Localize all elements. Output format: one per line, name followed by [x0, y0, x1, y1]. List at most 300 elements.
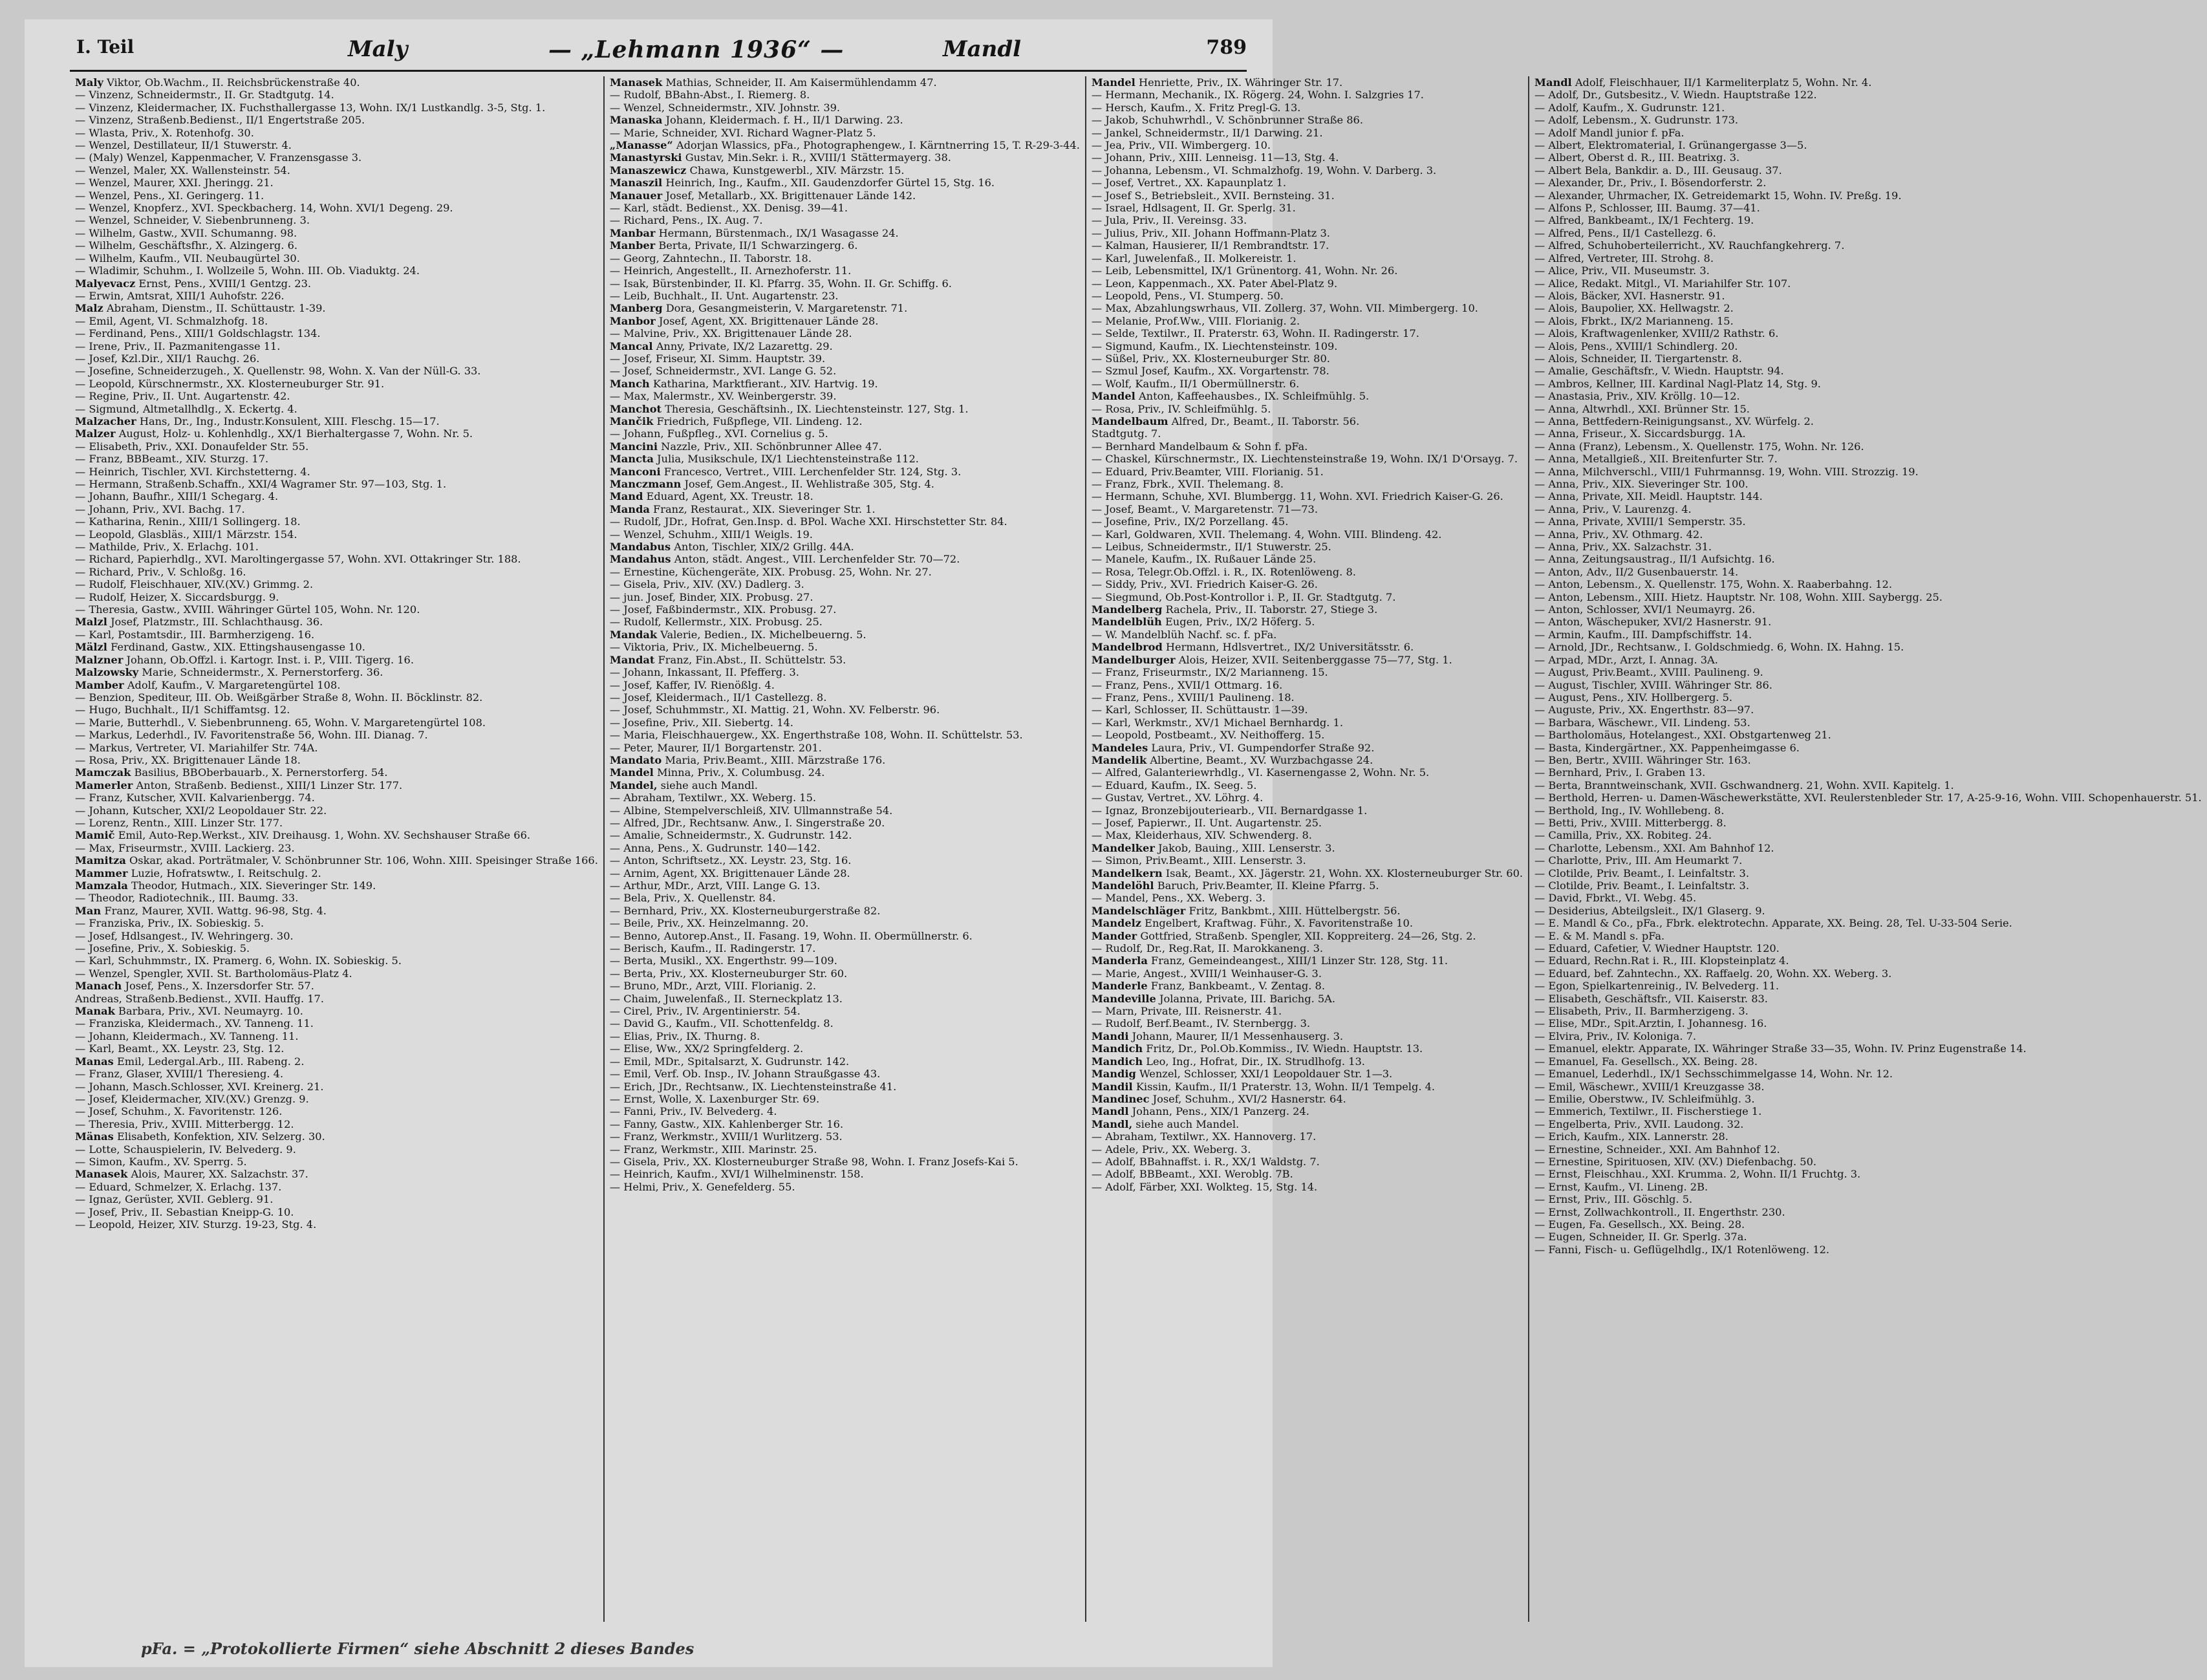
listing-entry [75, 1055, 598, 1068]
listing-entry [1092, 515, 1523, 528]
entry-details: — Bernhard, Priv., XX. Klosterneuburgerstraße 82. [609, 904, 881, 917]
entry-details: — Richard, Pens., IX. Aug. 7. [609, 214, 763, 227]
entry-details: — Anton, Lebensm., X. Quellenstr. 175, Wohn. X. Raaberbahng. 12. [1534, 578, 1892, 591]
entry-surname: Mander [1091, 929, 1137, 942]
listing-entry [610, 403, 1080, 415]
listing-entry [1534, 1130, 2202, 1143]
entry-details: Henriette, Priv., IX. Währinger Str. 17. [1138, 76, 1343, 89]
entry-details: — Eduard, Cafetier, V. Wiedner Hauptstr. 120. [1534, 942, 1780, 955]
entry-surname: Mandl, [1091, 1117, 1133, 1130]
entry-details: Leo, Ing., Hofrat, Dir., IX. Strudlhofg. 13. [1146, 1055, 1365, 1068]
listing-entry [75, 679, 598, 691]
entry-details: — Rudolf, BBahn-Abst., I. Riemerg. 8. [609, 89, 810, 102]
listing-entry [1092, 1030, 1523, 1042]
entry-details: — Lorenz, Rentn., XIII. Linzer Str. 177. [75, 816, 283, 829]
entry-details: — Mandel, Pens., XX. Weberg. 3. [1091, 892, 1266, 905]
listing-entry [610, 277, 1080, 290]
entry-details: — Alfred, Pens., II/1 Castellezg. 6. [1534, 226, 1716, 239]
listing-entry [1092, 842, 1523, 854]
entry-details: Josef, Agent, XX. Brigittenauer Lände 28. [658, 314, 879, 327]
entry-details: Kissin, Kaufm., II/1 Praterstr. 13, Wohn. II/1 Tempelg. 4. [1136, 1080, 1436, 1093]
listing-entry [1534, 1193, 2202, 1205]
listing-entry [1534, 315, 2202, 327]
entry-details: — Elisabeth, Geschäftsfr., VII. Kaiserstr. 83. [1534, 992, 1768, 1005]
listing-entry [610, 779, 1080, 792]
entry-details: — August, Priv.Beamt., XVIII. Paulineng. 9. [1534, 666, 1763, 679]
entry-details: — Karl, Postamtsdir., III. Barmherzigeng. 16. [75, 628, 315, 641]
listing-entry [1534, 227, 2202, 239]
listing-entry [75, 566, 598, 578]
listing-entry [1092, 478, 1523, 490]
listing-entry [75, 942, 598, 954]
entry-details: — Josef, Vertret., XX. Kapaunplatz 1. [1091, 177, 1287, 189]
entry-details: Theresia, Geschäftsinh., IX. Liechtensteinstr. 127, Stg. 1. [665, 402, 969, 415]
entry-details: — Berta, Branntweinschank, XVII. Gschwandnerg. 21, Wohn. XVII. Kapitelg. 1. [1534, 779, 1954, 792]
listing-entry [610, 440, 1080, 453]
entry-details: — Siddy, Priv., XVI. Friedrich Kaiser-G. 26. [1091, 578, 1318, 591]
listing-entry [1534, 114, 2202, 126]
listing-entry [610, 867, 1080, 879]
listing-entry [1534, 189, 2202, 202]
entry-details: — Gisela, Priv., XIV. (XV.) Dadlerg. 3. [609, 578, 804, 591]
entry-details: — Anton, Lebensm., XIII. Hietz. Hauptstr. Nr. 108, Wohn. XIII. Saybergg. 25. [1534, 590, 1943, 603]
listing-entry [1534, 202, 2202, 214]
entry-details: — Wolf, Kaufm., II/1 Obermüllnerstr. 6. [1091, 377, 1300, 390]
entry-details: — Hugo, Buchhalt., II/1 Schiffamtsg. 12. [75, 704, 290, 716]
entry-details: — Ferdinand, Pens., XIII/1 Goldschlagstr. 134. [75, 327, 321, 340]
listing-entry [75, 1005, 598, 1017]
listing-entry [1092, 415, 1523, 427]
entry-details: — Josef, Priv., II. Sebastian Kneipp-G. 10. [75, 1205, 294, 1218]
entry-details: — Vinzenz, Straßenb.Bedienst., II/1 Engertstraße 205. [75, 114, 365, 127]
entry-details: — Franz, Kutscher, XVII. Kalvarienbergg. 74. [75, 792, 315, 804]
entry-surname: Manbor [609, 314, 656, 327]
entry-details: — Leib, Buchhalt., II. Unt. Augartenstr. 23. [609, 289, 839, 302]
listing-entry [1534, 139, 2202, 151]
listing-entry [610, 127, 1080, 139]
entry-details: Jolanna, Private, III. Barichg. 5A. [1159, 992, 1336, 1005]
listing-entry [75, 139, 598, 151]
listing-entry [610, 302, 1080, 314]
listing-entry [1092, 578, 1523, 590]
listing-entry [75, 766, 598, 779]
listing-entry [1534, 716, 2202, 729]
entry-details: — Karl, Goldwaren, XVII. Thelemang. 4, Wohn. VIII. Blindeng. 42. [1091, 528, 1442, 541]
first-name-guide: Maly [348, 36, 408, 62]
listing-entry [610, 742, 1080, 754]
listing-entry [1092, 503, 1523, 515]
listing-entry [1092, 616, 1523, 628]
entry-details: — Josef, Papierwr., II. Unt. Augartenstr. 25. [1091, 816, 1322, 829]
entry-surname: Malzowsky [75, 666, 139, 679]
entry-details: Elisabeth, Konfektion, XIV. Selzerg. 30. [116, 1130, 325, 1143]
listing-entry [1534, 1168, 2202, 1180]
listing-entry [1534, 603, 2202, 616]
entry-details: — Adolf, Färber, XXI. Wolkteg. 15, Stg. 14. [1091, 1180, 1318, 1193]
entry-details: Francesco, Vertret., VIII. Lerchenfelder Str. 124, Stg. 3. [663, 465, 962, 478]
listing-entry [75, 591, 598, 603]
listing-entry [1092, 591, 1523, 603]
listing-entry [610, 917, 1080, 929]
listing-entry [1534, 390, 2202, 402]
listing-entry [1534, 1068, 2202, 1080]
listing-entry [610, 616, 1080, 628]
entry-details: — Berta, Priv., XX. Klosterneuburger Str. 60. [609, 967, 848, 980]
entry-details: Berta, Private, II/1 Schwarzingerg. 6. [658, 239, 858, 252]
listing-entry [1534, 905, 2202, 917]
listing-entry [1534, 1218, 2202, 1231]
entry-details: — Wenzel, Spengler, XVII. St. Bartholomäus-Platz 4. [75, 967, 352, 980]
entry-details: — Karl, Juwelenfaß., II. Molkereistr. 1. [1091, 252, 1297, 264]
entry-details: — Chaim, Juwelenfaß., II. Sterneckplatz 13. [609, 992, 843, 1005]
entry-details: — Auguste, Priv., XX. Engerthstr. 83—97. [1534, 704, 1754, 716]
entry-details: — Arnold, JDr., Rechtsanw., I. Goldschmiedg. 6, Wohn. IX. Hahng. 15. [1534, 641, 1904, 654]
listing-entry [1092, 1181, 1523, 1193]
last-name-guide: Mandl [943, 36, 1022, 62]
entry-details: — Markus, Lederhdl., IV. Favoritenstraße 56, Wohn. III. Dianag. 7. [75, 729, 428, 742]
entry-details: — Hermann, Straßenb.Schaffn., XXI/4 Wagramer Str. 97—103, Stg. 1. [75, 478, 447, 490]
entry-details: — W. Mandelblüh Nachf. sc. f. pFa. [1091, 628, 1277, 641]
listing-entry [610, 980, 1080, 992]
entry-details: — Adolf, Lebensm., X. Gudrunstr. 173. [1534, 114, 1739, 127]
listing-entry [1534, 1231, 2202, 1243]
entry-surname: Manconi [609, 465, 661, 478]
listing-entry [1092, 1093, 1523, 1105]
listing-entry [1092, 89, 1523, 101]
entry-details: — Elisabeth, Priv., II. Barmherzigeng. 3. [1534, 1005, 1749, 1018]
listing-entry [610, 315, 1080, 327]
listing-entry [610, 804, 1080, 817]
entry-details: — Karl, Beamt., XX. Leystr. 23, Stg. 12. [75, 1042, 285, 1055]
entry-details: — Anna, Priv., XV. Othmarg. 42. [1534, 528, 1703, 541]
listing-entry [1534, 930, 2202, 942]
entry-details: — Selde, Textilwr., II. Praterstr. 63, Wohn. II. Radingerstr. 17. [1091, 327, 1419, 340]
entry-details: — Wenzel, Destillateur, II/1 Stuwerstr. 4. [75, 139, 292, 152]
entry-details: — Johann, Kutscher, XXI/2 Leopoldauer Str. 22. [75, 804, 327, 817]
entry-details: Adolf, Fleischhauer, II/1 Karmeliterplatz 5, Wohn. Nr. 4. [1575, 76, 1872, 89]
listing-entry [1534, 466, 2202, 478]
listing-entry [610, 478, 1080, 490]
listing-entry [75, 541, 598, 553]
listing-entry [1534, 327, 2202, 339]
entry-details: Friedrich, Fußpflege, VII. Lindeng. 12. [656, 415, 863, 427]
listing-entry [1092, 177, 1523, 189]
listing-entry [1534, 1143, 2202, 1156]
listing-entry [75, 415, 598, 427]
entry-details: — Camilla, Priv., XX. Robiteg. 24. [1534, 829, 1712, 842]
listing-entry [1092, 1130, 1523, 1143]
listing-entry [1092, 879, 1523, 892]
entry-surname: Mandat [609, 653, 655, 666]
listing-entry [75, 478, 598, 490]
entry-details: — Barbara, Wäschewr., VII. Lindeng. 53. [1534, 716, 1750, 729]
entry-details: — Alice, Priv., VII. Museumstr. 3. [1534, 264, 1710, 277]
entry-details: — Eduard, Rechn.Rat i. R., III. Klopsteinplatz 4. [1534, 954, 1789, 967]
listing-entry [75, 1068, 598, 1080]
entry-details: — Richard, Priv., V. Schloßg. 16. [75, 565, 246, 578]
entry-details: — Rosa, Priv., XX. Brigittenauer Lände 18. [75, 753, 301, 766]
entry-surname: Maly [75, 76, 103, 89]
listing-entry [1534, 993, 2202, 1005]
entry-details: — Adolf Mandl junior f. pFa. [1534, 126, 1685, 139]
listing-entry [1092, 1017, 1523, 1029]
entry-details: — Theodor, Radiotechnik., III. Baumg. 33. [75, 892, 299, 905]
entry-details: — Gisela, Priv., XX. Klosterneuburger Straße 98, Wohn. I. Franz Josefs-Kai 5. [609, 1155, 1018, 1168]
listing-entry [1534, 1118, 2202, 1130]
listing-entry [75, 967, 598, 980]
entry-details: — Marie, Schneider, XVI. Richard Wagner-Platz 5. [609, 126, 876, 139]
listing-entry [610, 340, 1080, 352]
entry-details: — August, Pens., XIV. Hollbergerg. 5. [1534, 691, 1733, 704]
entry-details: — Erwin, Amtsrat, XIII/1 Auhofstr. 226. [75, 289, 285, 302]
entry-details: — Anna, Zeitungsaustrag., II/1 Aufsichtg. 16. [1534, 553, 1775, 566]
entry-details: — Leon, Kappenmach., XX. Pater Abel-Platz 9. [1091, 277, 1338, 290]
listing-entry [75, 102, 598, 114]
listing-entry [1534, 1181, 2202, 1193]
entry-details: Franz, Gemeindeangest., XIII/1 Linzer Str. 128, Stg. 11. [1150, 954, 1448, 967]
listing-entry [1534, 76, 2202, 89]
entry-details: Eugen, Priv., IX/2 Höferg. 5. [1165, 616, 1315, 629]
entry-details: — Josef, Schuhm., X. Favoritenstr. 126. [75, 1105, 283, 1118]
listing-entry [1092, 804, 1523, 817]
entry-surname: Mandahus [609, 553, 671, 566]
listing-entry [1534, 177, 2202, 189]
listing-entry [1092, 553, 1523, 565]
entry-details: — Anna, Milchverschl., VIII/1 Fuhrmannsg. 19, Wohn. VIII. Strozzig. 19. [1534, 465, 1919, 478]
entry-details: — Heinrich, Kaufm., XVI/1 Wilhelminenstr. 158. [609, 1168, 864, 1181]
entry-details: Basilius, BBOberbauarb., X. Pernerstorferg. 54. [134, 766, 388, 779]
listing-entry [1092, 766, 1523, 779]
listing-entry [610, 854, 1080, 867]
listing-entry [1534, 754, 2202, 766]
entry-surname: Mandel, [609, 779, 658, 792]
entry-details: Laura, Priv., VI. Gumpendorfer Straße 92. [1151, 741, 1375, 754]
entry-details: — Anastasia, Priv., XIV. Kröllg. 10—12. [1534, 390, 1740, 403]
listing-entry [75, 867, 598, 879]
listing-entry [1092, 566, 1523, 578]
entry-details: Isak, Beamt., XX. Jägerstr. 21, Wohn. XX. Klosterneuburger Str. 60. [1165, 867, 1523, 879]
entry-surname: Manaszewicz [609, 164, 687, 177]
entry-details: — Adolf, Dr., Gutsbesitz., V. Wiedn. Hauptstraße 122. [1534, 89, 1817, 102]
entry-details: Josef, Gem.Angest., II. Wehlistraße 305, Stg. 4. [684, 478, 934, 490]
entry-details: — Wenzel, Pens., XI. Geringerg. 11. [75, 189, 264, 202]
listing-entry [610, 1093, 1080, 1105]
entry-details: — Irene, Priv., II. Pazmanitengasse 11. [75, 339, 281, 352]
listing-entry [75, 629, 598, 641]
entry-details: Alois, Heizer, XVII. Seitenberggasse 75—77, Stg. 1. [1178, 653, 1452, 666]
listing-columns [70, 76, 2202, 1622]
entry-details: — Alois, Pens., XVIII/1 Schindlerg. 20. [1534, 339, 1738, 352]
listing-entry [1092, 1055, 1523, 1068]
entry-details: — Elise, Ww., XX/2 Springfelderg. 2. [609, 1042, 804, 1055]
entry-surname: Mamber [75, 678, 124, 691]
listing-entry [1534, 616, 2202, 628]
entry-details: Emil, Ledergal.Arb., III. Rabeng. 2. [116, 1055, 305, 1068]
listing-entry [75, 917, 598, 929]
entry-details: Wenzel, Schlosser, XXI/1 Leopoldauer Str. 1—3. [1139, 1068, 1393, 1081]
entry-details: — Johann, Priv., XVI. Bachg. 17. [75, 502, 245, 515]
listing-entry [610, 490, 1080, 502]
entry-surname: Mancini [609, 440, 658, 453]
listing-entry [1534, 666, 2202, 678]
entry-surname: Malyevacz [75, 277, 136, 290]
entry-details: — Karl, Werkmstr., XV/1 Michael Bernhardg. 1. [1091, 716, 1343, 729]
entry-details: Hermann, Hdlsvertret., IX/2 Universitätsstr. 6. [1165, 641, 1414, 654]
listing-entry [610, 427, 1080, 440]
listing-entry [610, 390, 1080, 402]
entry-details: — Anna, Bettfedern-Reinigungsanst., XV. Würfelg. 2. [1534, 415, 1814, 427]
listing-entry [610, 879, 1080, 892]
listing-entry [75, 315, 598, 327]
entry-details: — Rudolf, Fleischhauer, XIV.(XV.) Grimmg. 2. [75, 578, 314, 591]
listing-entry [610, 603, 1080, 616]
entry-details: — Anna, Priv., XX. Salzachstr. 31. [1534, 541, 1712, 554]
entry-details: — Alois, Bäcker, XVI. Hasnerstr. 91. [1534, 289, 1725, 302]
entry-surname: Mandel [1091, 390, 1136, 403]
entry-surname: Manczmann [609, 478, 682, 490]
listing-entry [610, 177, 1080, 189]
listing-entry [75, 1143, 598, 1156]
listing-entry [75, 817, 598, 829]
entry-details: Dora, Gesangmeisterin, V. Margaretenstr. 71. [665, 302, 908, 315]
entry-details: — Ernst, Priv., III. Göschlg. 5. [1534, 1193, 1693, 1206]
entry-surname: Mančik [609, 415, 654, 427]
entry-details: — Simon, Priv.Beamt., XIII. Lenserstr. 3. [1091, 854, 1306, 867]
listing-entry [1534, 365, 2202, 377]
listing-entry [75, 239, 598, 252]
entry-details: — Manele, Kaufm., IX. Rußauer Lände 25. [1091, 553, 1317, 566]
entry-surname: Mandelz [1091, 917, 1141, 930]
entry-details: — Berisch, Kaufm., II. Radingerstr. 17. [609, 942, 816, 955]
entry-surname: Mammer [75, 867, 128, 879]
entry-surname: Manasek [609, 76, 663, 89]
entry-details: — Simon, Kaufm., XV. Sperrg. 5. [75, 1155, 247, 1168]
entry-details: — Abraham, Textilwr., XX. Weberg. 15. [609, 792, 817, 804]
listing-entry [1534, 264, 2202, 277]
listing-entry [1534, 151, 2202, 164]
listing-entry [1534, 1093, 2202, 1105]
entry-details: Albertine, Beamt., XV. Wurzbachgasse 24. [1150, 753, 1373, 766]
entry-details: — Wenzel, Schneidermstr., XIV. Johnstr. 39. [609, 101, 841, 114]
listing-entry [1092, 1156, 1523, 1168]
entry-details: — Anna, Private, XVIII/1 Semperstr. 35. [1534, 515, 1746, 528]
listing-entry [1092, 930, 1523, 942]
listing-entry [75, 1156, 598, 1168]
entry-details: — Franziska, Priv., IX. Sobieskig. 5. [75, 917, 264, 930]
entry-details: — David, Fbrkt., VI. Webg. 45. [1534, 892, 1697, 905]
listing-entry [1534, 967, 2202, 980]
entry-details: — Cirel, Priv., IV. Argentinierstr. 54. [609, 1005, 801, 1018]
entry-details: Gottfried, Straßenb. Spengler, XII. Koppreiterg. 24—26, Stg. 2. [1140, 929, 1476, 942]
entry-details: — Ernst, Zollwachkontroll., II. Engerthstr. 230. [1534, 1205, 1785, 1218]
entry-surname: Manaska [609, 114, 663, 127]
listing-entry [75, 290, 598, 302]
listing-column-4 [1528, 76, 2207, 1622]
entry-details: — Josef, Schneidermstr., XVI. Lange G. 52. [609, 365, 837, 378]
listing-entry [1092, 102, 1523, 114]
entry-surname: Mand [609, 490, 643, 503]
entry-surname: Mandelbrod [1091, 641, 1163, 654]
entry-surname: Mandinec [1091, 1092, 1150, 1105]
entry-surname: Mandelburger [1091, 653, 1176, 666]
listing-entry [610, 415, 1080, 427]
entry-details: Josef, Platzmstr., III. Schlachthausg. 36. [111, 616, 323, 629]
listing-entry [1092, 76, 1523, 89]
listing-entry [1534, 654, 2202, 666]
listing-entry [610, 942, 1080, 954]
entry-surname: Mandil [1091, 1080, 1133, 1093]
entry-details: Ernst, Pens., XVIII/1 Gentzg. 23. [138, 277, 312, 290]
listing-entry [1534, 954, 2202, 967]
listing-entry [1534, 980, 2202, 992]
listing-entry [75, 1218, 598, 1231]
entry-details: — Josef, Kaffer, IV. Rienößlg. 4. [609, 678, 775, 691]
entry-details: — Elias, Priv., IX. Thurng. 8. [609, 1029, 760, 1042]
listing-entry [610, 1143, 1080, 1156]
entry-details: — Georg, Zahntechn., II. Taborstr. 18. [609, 252, 812, 264]
entry-details: — Alexander, Uhrmacher, IX. Getreidemarkt 15, Wohn. IV. Preßg. 19. [1534, 189, 1902, 202]
listing-entry [610, 327, 1080, 339]
entry-details: — Anna, Priv., XIX. Sieveringer Str. 100. [1534, 478, 1749, 490]
listing-entry [1534, 541, 2202, 553]
entry-details: — Leopold, Kürschnermstr., XX. Klosterneuburger Str. 91. [75, 377, 385, 390]
listing-entry [1534, 1244, 2202, 1256]
listing-entry [610, 139, 1080, 151]
entry-surname: Mänas [75, 1130, 114, 1143]
listing-entry [75, 1168, 598, 1180]
entry-details: — Marie, Butterhdl., V. Siebenbrunneng. 65, Wohn. V. Margaretengürtel 108. [75, 716, 486, 729]
listing-entry [1092, 954, 1523, 967]
listing-entry [1534, 917, 2202, 929]
entry-details: — Adolf, BBahnaffst. i. R., XX/1 Waldstg. 7. [1091, 1155, 1320, 1168]
entry-details: — E. & M. Mandl s. pFa. [1534, 929, 1665, 942]
entry-details: — Franz, Pens., XVIII/1 Paulineng. 18. [1091, 691, 1295, 704]
entry-details: — Wilhelm, Geschäftsfhr., X. Alzingerg. 6. [75, 239, 298, 252]
entry-details: — Elvira, Priv., IV. Koloniga. 7. [1534, 1029, 1697, 1042]
listing-entry [1092, 729, 1523, 741]
entry-surname: Manbar [609, 226, 656, 239]
entry-surname: Manderle [1091, 980, 1148, 993]
entry-details: — Anton, Schlosser, XVI/1 Neumayrg. 26. [1534, 603, 1756, 616]
entry-details: — Emil, Wäschewr., XVIII/1 Kreuzgasse 38. [1534, 1080, 1765, 1093]
listing-entry [610, 654, 1080, 666]
entry-details: — Wenzel, Maler, XX. Wallensteinstr. 54. [75, 164, 290, 177]
entry-details: — Albert, Elektromaterial, I. Grünangergasse 3—5. [1534, 139, 1807, 152]
listing-entry [1092, 114, 1523, 126]
listing-entry [1534, 553, 2202, 565]
listing-entry [610, 641, 1080, 653]
listing-entry [610, 553, 1080, 565]
entry-details: Hermann, Bürstenmach., IX/1 Wasagasse 24. [658, 226, 899, 239]
entry-details: — Egon, Spielkartenreinig., IV. Belvederg. 11. [1534, 980, 1780, 993]
entry-details: Ferdinand, Gastw., XIX. Ettingshausengasse 10. [111, 641, 365, 654]
listing-entry [75, 691, 598, 704]
listing-entry [1092, 427, 1523, 440]
listing-entry [1534, 879, 2202, 892]
listing-entry [1534, 415, 2202, 427]
entry-details: — Amalie, Schneidermstr., X. Gudrunstr. 142. [609, 829, 852, 842]
listing-entry [1092, 905, 1523, 917]
entry-surname: Manaszil [609, 177, 663, 189]
listing-entry [75, 804, 598, 817]
listing-entry [1534, 1042, 2202, 1055]
entry-details: — Ignaz, Gerüster, XVII. Geblerg. 91. [75, 1193, 274, 1206]
entry-details: Josef, Metallarb., XX. Brigittenauer Lände 142. [665, 189, 916, 202]
entry-details: Katharina, Marktfierant., XIV. Hartvig. 19. [652, 377, 878, 390]
entry-details: — Ernst, Kaufm., VI. Lineng. 2B. [1534, 1180, 1708, 1193]
listing-entry [75, 1206, 598, 1218]
listing-entry [75, 127, 598, 139]
